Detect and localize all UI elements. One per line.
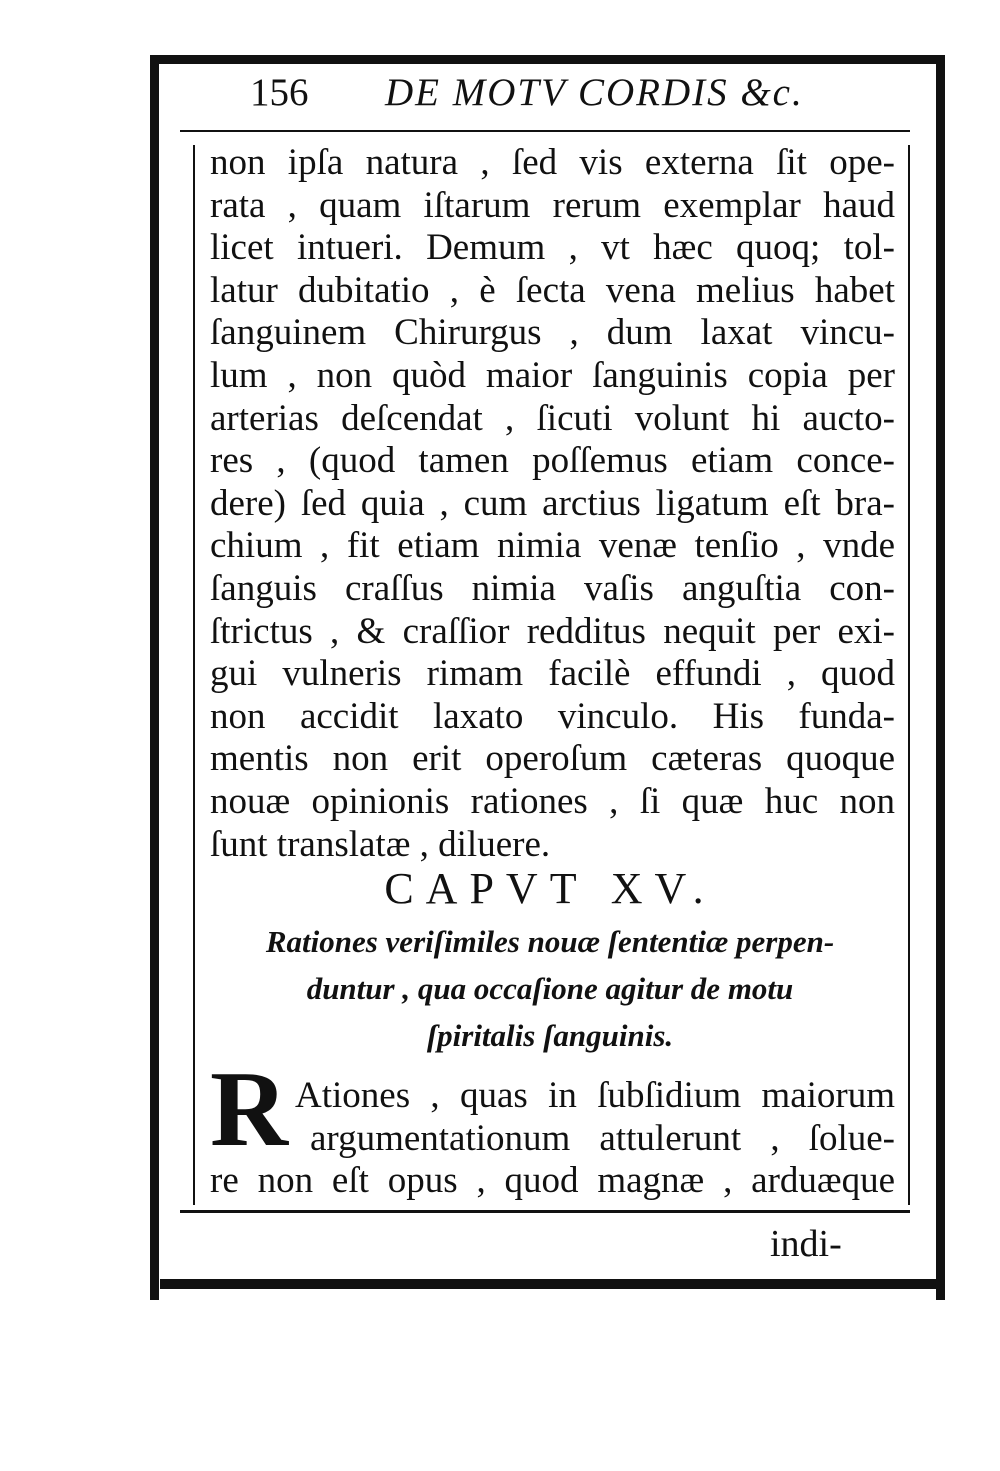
- text-line: licet intueri. Demum , vt hæc quoq; tol-: [210, 227, 895, 269]
- text-line: ſtrictus , & craſſior redditus nequit per exi-: [210, 610, 895, 652]
- text-line: argumentationum attulerunt , ſolue-: [310, 1117, 895, 1159]
- text-line: non accidit laxato vinculo. His funda-: [210, 695, 895, 737]
- header-rule: [180, 130, 910, 132]
- text-line: res , (quod tamen poſſemus etiam conce-: [210, 440, 895, 482]
- text-line: chium , fit etiam nimia venæ tenſio , vnde: [210, 525, 895, 567]
- text-line: non ipſa natura , ſed vis externa ſit ope-: [210, 142, 895, 183]
- text-line: dere) ſed quia , cum arctius ligatum eſt bra-: [210, 482, 895, 524]
- text-line: latur dubitatio , è ſecta vena melius habet: [210, 269, 895, 311]
- text-line: lum , non quòd maior ſanguinis copia per: [210, 354, 895, 396]
- running-title: DE MOTV CORDIS &c.: [385, 71, 804, 114]
- catchword: indi-: [770, 1223, 842, 1265]
- text-box-right-rule: [908, 145, 910, 1205]
- text-line: rata , quam iſtarum rerum exemplar haud: [210, 184, 895, 226]
- text-line: arterias deſcendat , ſicuti volunt hi aucto-: [210, 397, 895, 439]
- page-number: 156: [250, 71, 309, 114]
- text-line: re non eſt opus , quod magnæ , arduæque: [210, 1160, 895, 1201]
- text-line: gui vulneris rimam facilè effundi , quod: [210, 653, 895, 695]
- text-line: mentis non erit operoſum cæteras quoque: [210, 738, 895, 780]
- running-head: [230, 70, 830, 122]
- drop-cap: R: [210, 1050, 288, 1169]
- summary-line: duntur , qua occaſione agitur de motu: [306, 971, 794, 1006]
- frame-right-rule: [936, 60, 945, 1300]
- frame-top-rule: [150, 55, 945, 64]
- chapter-summary: [200, 918, 900, 1059]
- body-text: [210, 142, 895, 866]
- chapter-heading: CAPVT XV.: [384, 864, 716, 913]
- paragraph-2: [210, 1075, 895, 1203]
- summary-line: Rationes veriſimiles nouæ ſententiæ perpen-: [265, 924, 835, 959]
- footer-rule: [180, 1210, 910, 1213]
- text-line: ſanguis craſſus nimia vaſis anguſtia con-: [210, 567, 895, 609]
- text-line: ſanguinem Chirurgus , dum laxat vincu-: [210, 312, 895, 354]
- text-line: ſunt translatæ , diluere.: [210, 823, 551, 865]
- text-line: nouæ opinionis rationes , ſi quæ huc non: [210, 780, 895, 822]
- frame-left-rule: [150, 60, 159, 1300]
- frame-bottom-rule: [160, 1279, 945, 1289]
- text-box-left-rule: [193, 145, 195, 1205]
- text-line: Ationes , quas in ſubſidium maiorum: [295, 1075, 895, 1116]
- summary-line: ſpiritalis ſanguinis.: [426, 1018, 674, 1053]
